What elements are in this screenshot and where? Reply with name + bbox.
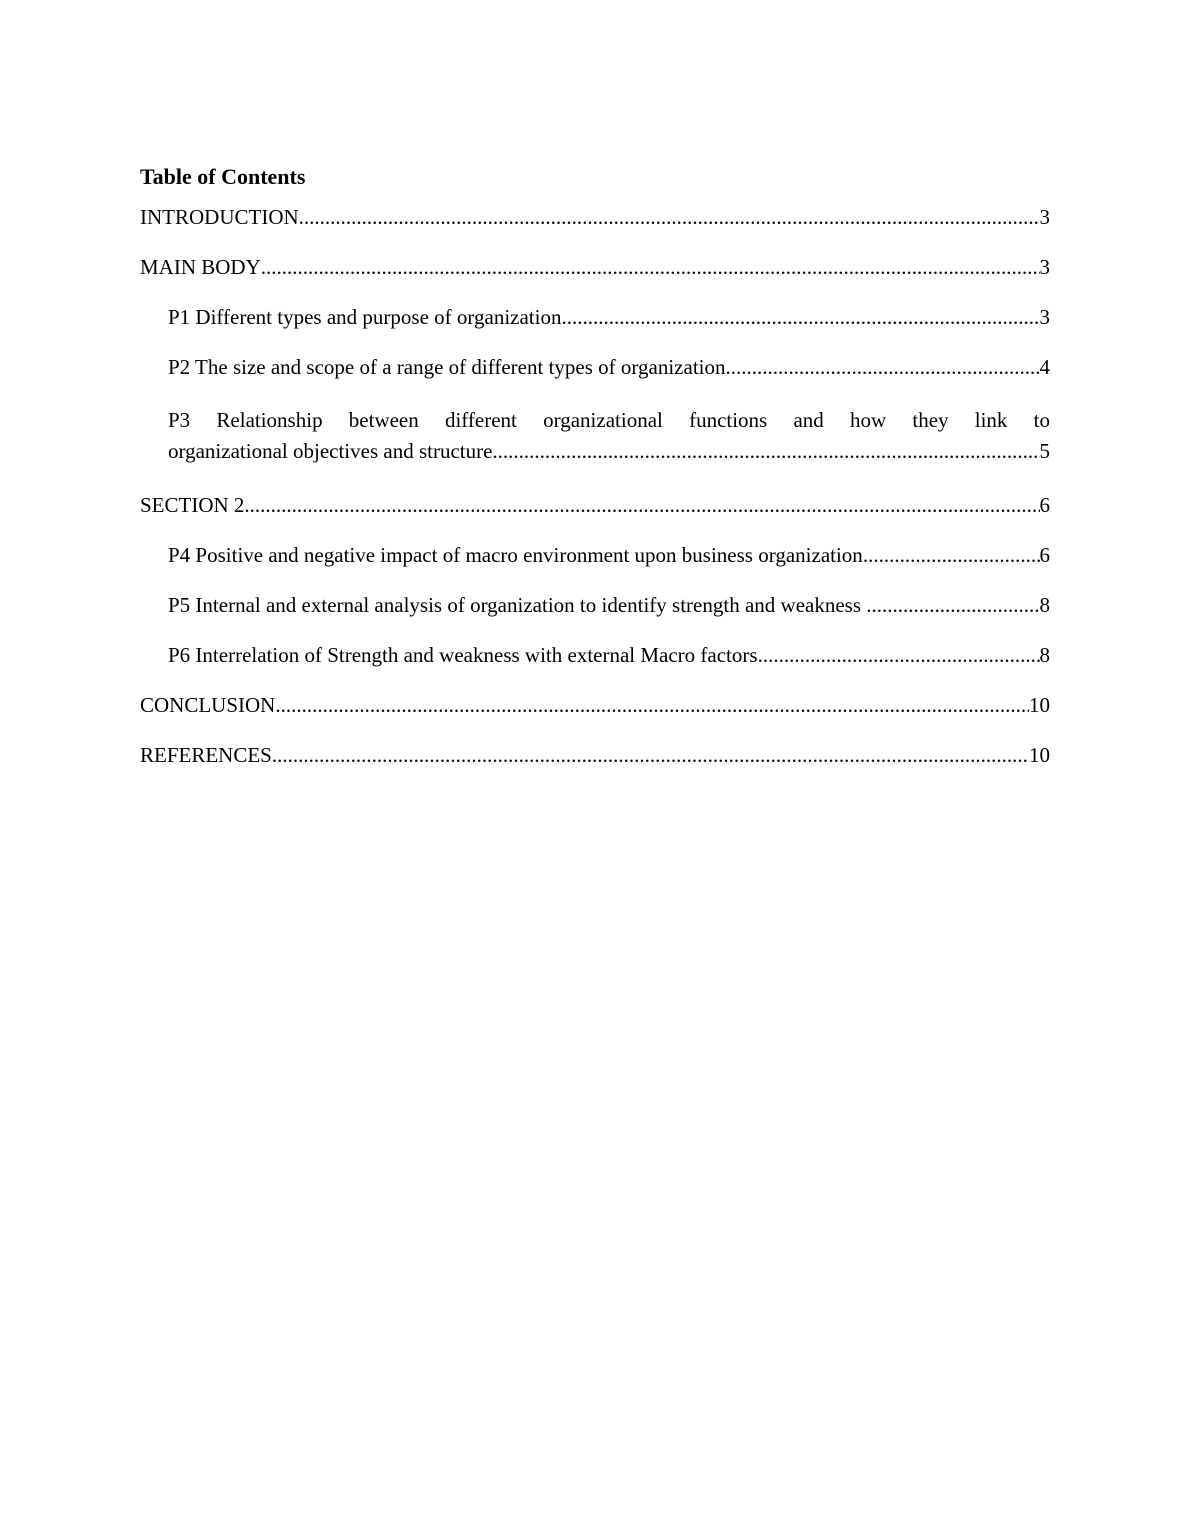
toc-entry-label-line1: P3 Relationship between different organizational functions and how they link to <box>168 408 1050 432</box>
toc-entry-label-line2: organizational objectives and structure <box>168 439 493 463</box>
toc-entry-introduction[interactable] <box>140 205 1050 229</box>
toc-entry-label: CONCLUSION <box>140 693 276 717</box>
dot-leader <box>261 255 1040 279</box>
toc-entry-label: REFERENCES <box>140 743 272 767</box>
toc-entry-label: INTRODUCTION <box>140 205 299 229</box>
toc-page-number: 3 <box>1039 205 1050 229</box>
toc-page-number: 10 <box>1029 743 1050 767</box>
toc-entry-label: SECTION 2 <box>140 493 245 517</box>
toc-entry-p4[interactable] <box>140 543 1050 567</box>
toc-page-number: 3 <box>1039 305 1050 329</box>
toc-page-number: 3 <box>1039 255 1050 279</box>
dot-leader <box>863 543 1040 567</box>
toc-page-number: 4 <box>1039 355 1050 379</box>
dot-leader <box>272 743 1029 767</box>
toc-page-number: 8 <box>1039 643 1050 667</box>
dot-leader <box>244 493 1039 517</box>
dot-leader <box>492 436 1039 467</box>
toc-entry-p3[interactable] <box>140 405 1050 467</box>
dot-leader <box>561 305 1039 329</box>
toc-title: Table of Contents <box>140 164 306 189</box>
table-of-contents <box>140 163 1050 793</box>
toc-entry-p6[interactable] <box>140 643 1050 667</box>
toc-page-number: 6 <box>1039 543 1050 567</box>
toc-entry-main-body[interactable] <box>140 255 1050 279</box>
toc-page-number: 8 <box>1039 593 1050 617</box>
toc-page-number: 6 <box>1039 493 1050 517</box>
toc-entry-label: P2 The size and scope of a range of different types of organization <box>168 355 726 379</box>
toc-page-number: 10 <box>1029 693 1050 717</box>
dot-leader <box>299 205 1040 229</box>
dot-leader <box>866 593 1039 617</box>
toc-entry-p1[interactable] <box>140 305 1050 329</box>
dot-leader <box>725 355 1039 379</box>
toc-entry-p2[interactable] <box>140 355 1050 379</box>
toc-entry-label: P1 Different types and purpose of organization <box>168 305 562 329</box>
toc-entry-label: P6 Interrelation of Strength and weakness with external Macro factors <box>168 643 758 667</box>
toc-entry-p5[interactable] <box>140 593 1050 617</box>
toc-entry-line2 <box>168 436 1050 467</box>
toc-entry-label: P4 Positive and negative impact of macro environment upon business organization <box>168 543 863 567</box>
toc-page-number: 5 <box>1039 439 1050 463</box>
dot-leader <box>275 693 1029 717</box>
toc-entry-label: P5 Internal and external analysis of organization to identify strength and weakness <box>168 593 867 617</box>
toc-entry-section-2[interactable] <box>140 493 1050 517</box>
dot-leader <box>758 643 1040 667</box>
toc-entry-references[interactable] <box>140 743 1050 767</box>
toc-entry-label: MAIN BODY <box>140 255 261 279</box>
toc-entry-conclusion[interactable] <box>140 693 1050 717</box>
